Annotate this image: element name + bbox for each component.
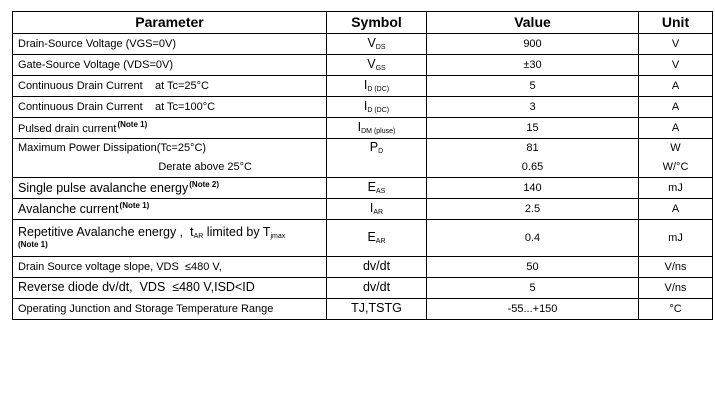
value-cell: 2.5 (427, 199, 639, 220)
header-row (13, 12, 713, 34)
value-cell: 15 (427, 118, 639, 139)
header-parameter: Parameter (13, 12, 327, 34)
symbol-cell: $P_D$ (327, 139, 427, 159)
unit-cell: mJ (639, 178, 713, 199)
symbol-cell: $V_{DS}$ (327, 34, 427, 55)
unit-cell: mJ (639, 220, 713, 257)
table-row (13, 158, 713, 178)
symbol-cell: $I_{DM (pluse)}$ (327, 118, 427, 139)
value-cell: 5 (427, 76, 639, 97)
table-row (13, 178, 713, 199)
symbol-cell: $V_{GS}$ (327, 55, 427, 76)
param-cell: Repetitive Avalanche energy , $t_{AR}$ limited by $T_{jmax}$ (Note 1) (13, 220, 327, 257)
table-row (13, 97, 713, 118)
param-cell: Reverse diode dv/dt, VDS ≤480 V,ISD<ID (13, 278, 327, 299)
note-ref: (Note 1) (119, 200, 150, 210)
table-row (13, 76, 713, 97)
symbol-cell: dv/dt (327, 278, 427, 299)
absolute-maximum-ratings-table (12, 11, 713, 320)
symbol-cell (327, 158, 427, 178)
unit-cell: A (639, 199, 713, 220)
value-cell: 50 (427, 257, 639, 278)
param-cell: Gate-Source Voltage (VDS=0V) (13, 55, 327, 76)
symbol-cell: $E_{AS}$ (327, 178, 427, 199)
table-row (13, 139, 713, 159)
value-cell: 3 (427, 97, 639, 118)
param-cell: Drain-Source Voltage (VGS=0V) (13, 34, 327, 55)
value-cell: 900 (427, 34, 639, 55)
table-row (13, 220, 713, 257)
unit-cell: V/ns (639, 278, 713, 299)
value-cell: 81 (427, 139, 639, 159)
header-value: Value (427, 12, 639, 34)
param-cell: Drain Source voltage slope, VDS ≤480 V, (13, 257, 327, 278)
param-cell: Operating Junction and Storage Temperature Range (13, 299, 327, 320)
value-cell: 0.65 (427, 158, 639, 178)
symbol-cell: dv/dt (327, 257, 427, 278)
unit-cell: °C (639, 299, 713, 320)
value-cell: 0.4 (427, 220, 639, 257)
table-row (13, 257, 713, 278)
table-row (13, 118, 713, 139)
param-cell: Single pulse avalanche energy$^{(Note 2)}$ (13, 178, 327, 199)
unit-cell: V (639, 34, 713, 55)
note-ref: (Note 2) (189, 179, 220, 189)
symbol-cell: $E_{AR}$ (327, 220, 427, 257)
table-row (13, 55, 713, 76)
param-cell: Maximum Power Dissipation(Tc=25°C) (13, 139, 327, 159)
table-row (13, 299, 713, 320)
value-cell: 140 (427, 178, 639, 199)
unit-cell: A (639, 76, 713, 97)
symbol-cell: $I_{D (DC)}$ (327, 76, 427, 97)
value-cell: 5 (427, 278, 639, 299)
note-ref: (Note 1) (18, 240, 48, 250)
table-row (13, 278, 713, 299)
param-cell: Pulsed drain current$^{(Note 1)}$ (13, 118, 327, 139)
header-symbol: Symbol (327, 12, 427, 34)
note-ref: (Note 1) (117, 119, 148, 129)
table-row (13, 199, 713, 220)
symbol-cell: $I_{AR}$ (327, 199, 427, 220)
value-cell: -55...+150 (427, 299, 639, 320)
value-cell: ±30 (427, 55, 639, 76)
unit-cell: V/ns (639, 257, 713, 278)
param-cell: Continuous Drain Current at Tc=100°C (13, 97, 327, 118)
table-row (13, 34, 713, 55)
symbol-cell: $I_{D (DC)}$ (327, 97, 427, 118)
symbol-cell: TJ,TSTG (327, 299, 427, 320)
unit-cell: W/°C (639, 158, 713, 178)
unit-cell: W (639, 139, 713, 159)
unit-cell: A (639, 97, 713, 118)
unit-cell: V (639, 55, 713, 76)
param-cell: Continuous Drain Current at Tc=25°C (13, 76, 327, 97)
param-cell: Avalanche current$^{(Note 1)}$ (13, 199, 327, 220)
param-cell: Derate above 25°C (13, 158, 327, 178)
header-unit: Unit (639, 12, 713, 34)
unit-cell: A (639, 118, 713, 139)
